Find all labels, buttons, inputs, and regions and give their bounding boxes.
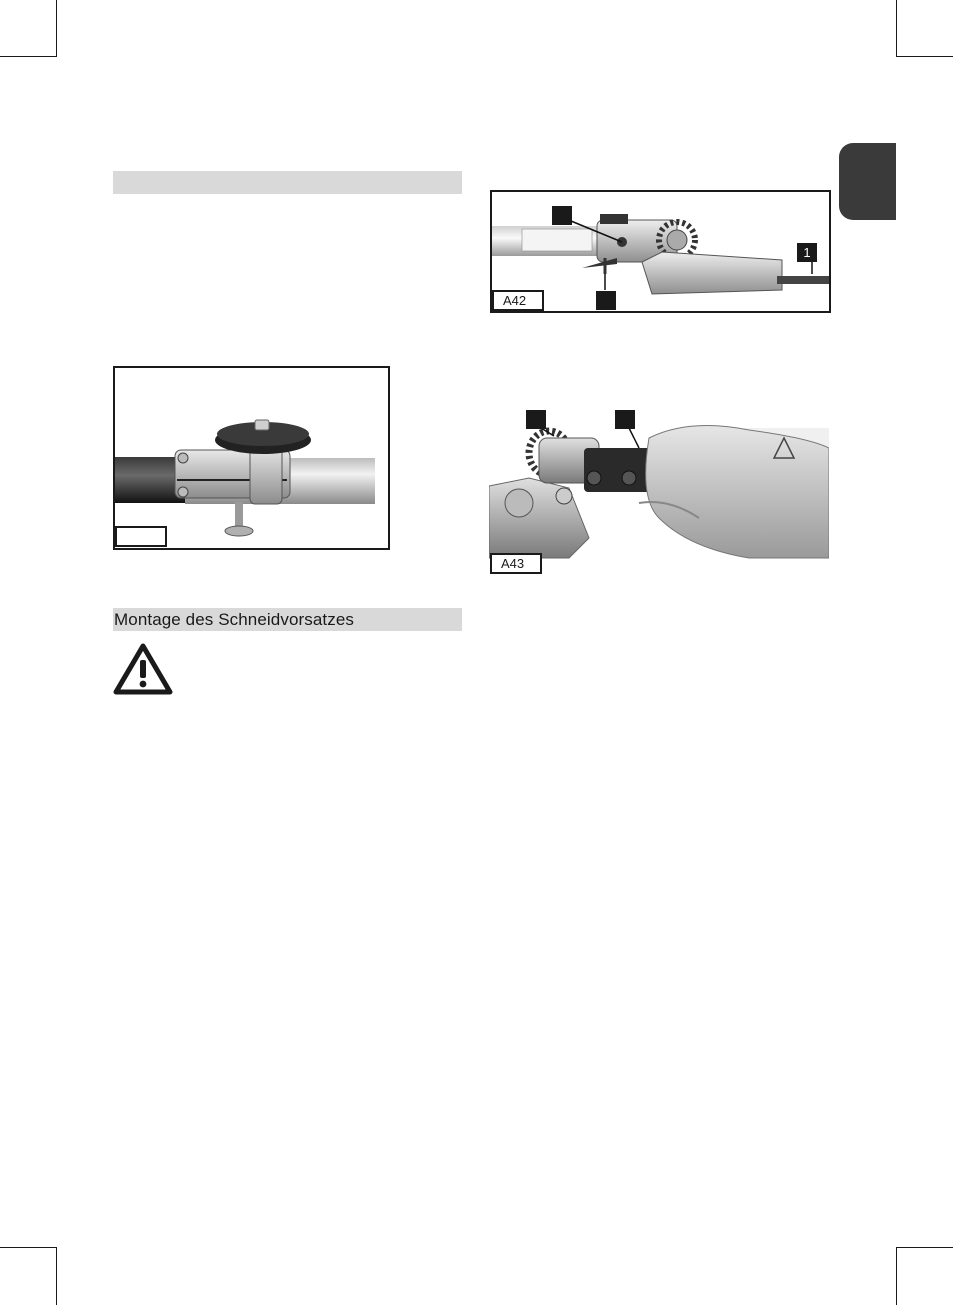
warning-triangle-icon bbox=[112, 642, 174, 696]
section-bar-top bbox=[113, 171, 462, 194]
crop-mark-tr-v bbox=[896, 0, 897, 57]
language-tab bbox=[839, 143, 896, 220]
crop-mark-bl-h bbox=[0, 1247, 57, 1248]
callout-a42-top bbox=[552, 206, 572, 225]
figure-label-left bbox=[115, 526, 167, 547]
callout-a42-right: 1 bbox=[797, 243, 817, 262]
figure-a43-photo bbox=[489, 408, 829, 578]
figure-label-a42: A42 bbox=[492, 290, 544, 311]
section-title: Montage des Schneidvorsatzes bbox=[114, 610, 354, 629]
crop-mark-tl-h bbox=[0, 56, 57, 57]
crop-mark-tl-v bbox=[56, 0, 57, 57]
figure-clamp-photo bbox=[113, 366, 390, 550]
clamp-illustration bbox=[115, 368, 388, 548]
callout-a42-bottom bbox=[596, 291, 616, 310]
callout-a43-left bbox=[526, 410, 546, 429]
figure-a42-photo bbox=[490, 190, 831, 313]
crop-mark-br-v bbox=[896, 1247, 897, 1305]
crop-mark-br-h bbox=[896, 1247, 953, 1248]
crop-mark-tr-h bbox=[896, 56, 953, 57]
figure-label-a43: A43 bbox=[490, 553, 542, 574]
crop-mark-bl-v bbox=[56, 1247, 57, 1305]
callout-a43-right bbox=[615, 410, 635, 429]
